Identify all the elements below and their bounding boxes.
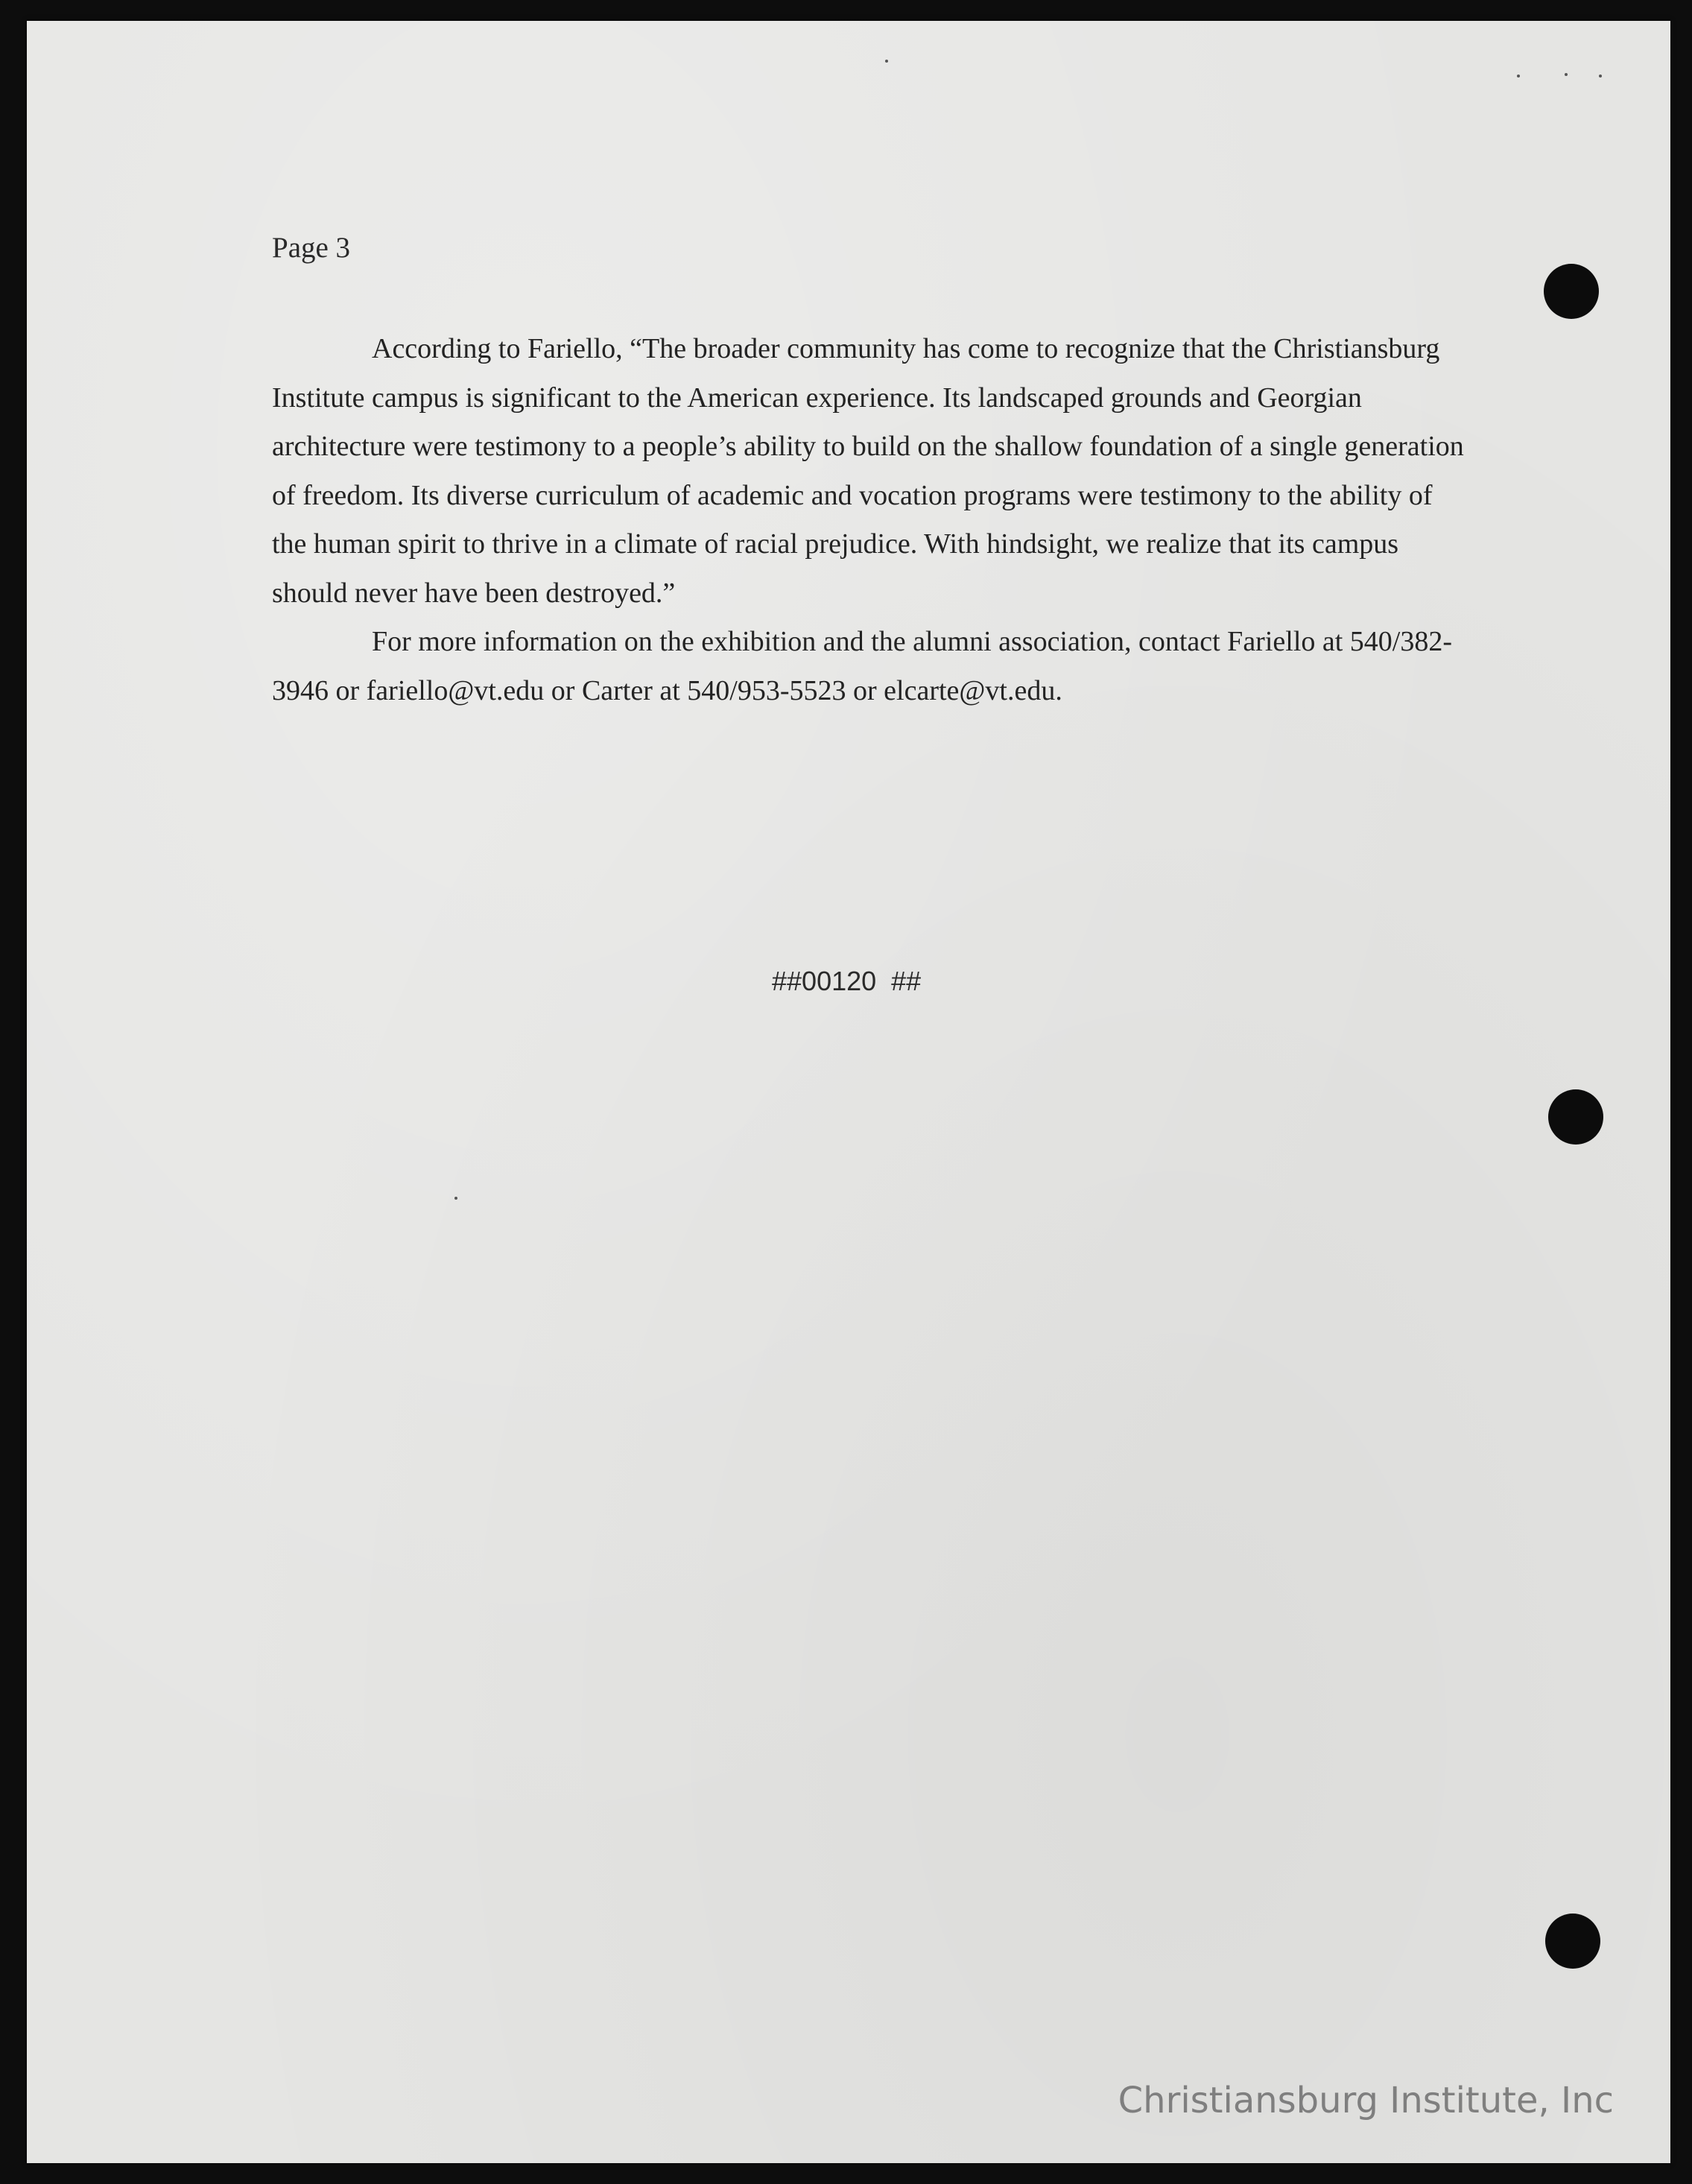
paper-speck	[454, 1197, 457, 1200]
document-page	[27, 21, 1670, 2163]
paper-speck	[885, 60, 888, 63]
archive-watermark: Christiansburg Institute, Inc	[1118, 2080, 1614, 2121]
paper-speck	[1599, 75, 1602, 77]
paper-speck	[1565, 73, 1568, 76]
paper-speck	[1517, 75, 1520, 77]
end-of-release-marker: ##00120 ##	[772, 966, 922, 996]
binder-hole-top	[1544, 264, 1599, 319]
contact-paragraph: For more information on the exhibition and the alumni association, contact Fariello at 540/382-3946 or fariello@vt.edu or Carter at 540/953-5523 or elcarte@vt.edu.	[272, 626, 1453, 706]
body-text	[272, 325, 1464, 715]
quote-paragraph: According to Fariello, “The broader community has come to recognize that the Christiansburg Institute campus is significant to the American experience. Its landscaped grounds and Georgian architecture were testimony to a people’s ability to build on the shallow foundation of a single generation of freedom. Its diverse curriculum of academic and vocation programs were testimony to the ability of the human spirit to thrive in a climate of racial prejudice. With hindsight, we realize that its campus should never have been destroyed.”	[272, 333, 1464, 609]
binder-hole-bottom	[1545, 1914, 1600, 1969]
binder-hole-middle	[1548, 1089, 1603, 1145]
page-number-label: Page 3	[272, 232, 351, 264]
